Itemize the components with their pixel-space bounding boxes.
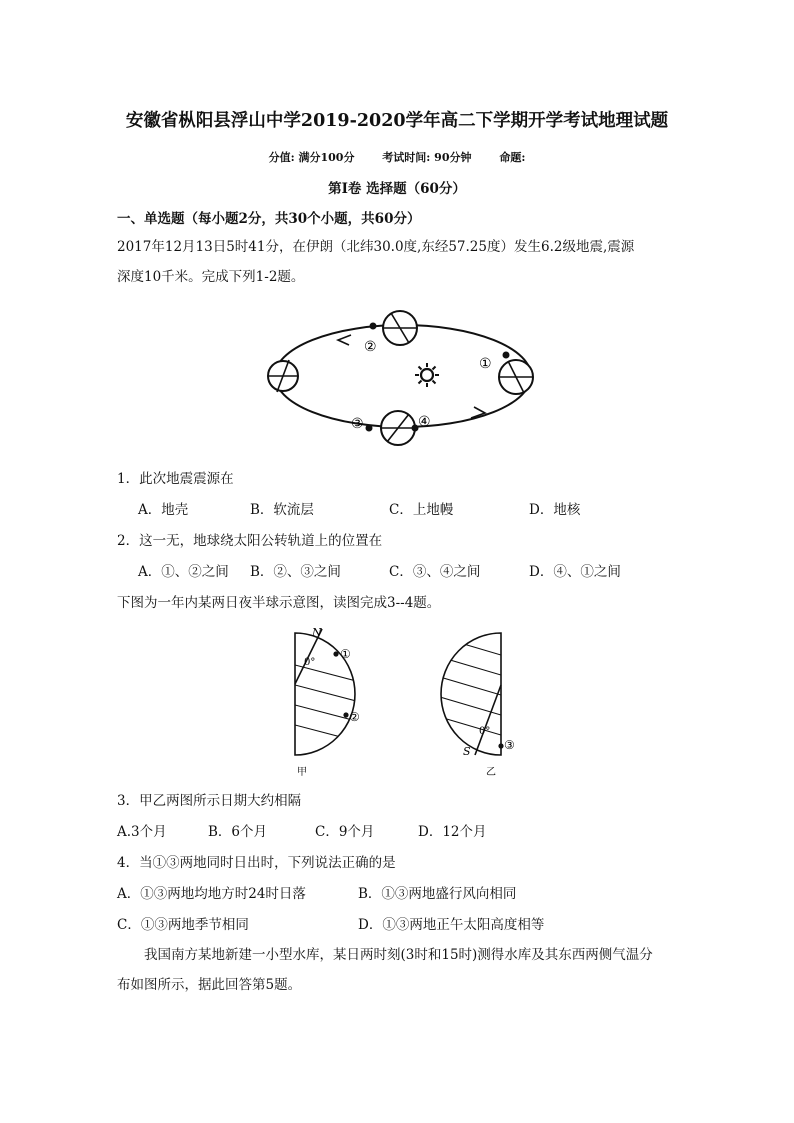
question-1-stem: 1．此次地震震源在 [117, 471, 234, 487]
intro-paragraph-1 [117, 232, 634, 292]
question-3-option-c: C．9个月 [315, 824, 375, 840]
orbit-label-1: ① [479, 356, 492, 372]
intro-1-line-1: 2017年12月13日5时41分，在伊朗（北纬30.0度,东经57.25度）发生6.2级地震,震源 [117, 239, 635, 255]
jia-point-1 [333, 651, 338, 656]
question-1-option-b: B．软流层 [250, 502, 314, 518]
intro-paragraph-2: 下图为一年内某两日夜半球示意图，读图完成3--4题。 [117, 595, 441, 611]
hemisphere-diagrams [280, 625, 520, 783]
page-title: 安徽省枞阳县浮山中学2019-2020学年高二下学期开学考试地理试题 [125, 111, 669, 131]
position-dot-2 [370, 323, 377, 330]
score-info: 分值: 满分100分 [268, 151, 355, 164]
part-heading: 第Ⅰ卷 选择题（60分） [328, 181, 466, 197]
earth-bottom [381, 411, 415, 445]
jia-point-2 [343, 712, 348, 717]
intro-3-line-1: 我国南方某地新建一小型水库，某日两时刻(3时和15时)测得水库及其东西两侧气温分 [144, 947, 653, 963]
question-2-option-d: D．④、①之间 [529, 564, 621, 580]
question-4-option-b: B．①③两地盛行风向相同 [358, 886, 517, 902]
orbit-label-3: ③ [351, 416, 364, 432]
orbit-arrow-top [338, 335, 351, 345]
exam-meta [0, 149, 794, 165]
intro-paragraph-3 [117, 940, 653, 1000]
question-2-option-c: C．③、④之间 [389, 564, 481, 580]
jia-label-1: ① [340, 647, 351, 661]
sun-icon [415, 363, 439, 387]
yi-point-3 [498, 743, 503, 748]
question-1-option-c: C．上地幔 [389, 502, 454, 518]
position-dot-3 [366, 425, 373, 432]
question-1-option-d: D．地核 [529, 502, 581, 518]
intro-3-line-2: 布如图所示，据此回答第5题。 [117, 977, 302, 993]
orbit-label-4: ④ [418, 414, 431, 430]
question-4-option-d: D．①③两地正午太阳高度相等 [358, 917, 545, 933]
question-2-option-b: B．②、③之间 [250, 564, 341, 580]
section-heading: 一、单选题（每小题2分，共30个小题，共60分） [117, 211, 421, 227]
question-4-option-a: A．①③两地均地方时24时日落 [117, 886, 306, 902]
yi-label-3: ③ [504, 738, 515, 752]
time-info: 考试时间: 90分钟 [382, 151, 472, 164]
yi-outline [441, 633, 501, 755]
author-info: 命题: [499, 151, 526, 164]
jia-degree-label: 0° [304, 657, 316, 668]
yi-caption: 乙 [486, 767, 496, 778]
question-2-option-a: A．①、②之间 [138, 564, 229, 580]
orbit-label-2: ② [364, 339, 377, 355]
orbit-diagram [255, 300, 555, 452]
question-4-option-c: C．①③两地季节相同 [117, 917, 249, 933]
jia-north-label: N [312, 626, 322, 639]
hemisphere-jia [295, 626, 360, 778]
yi-degree-label: 0° [479, 726, 491, 737]
hemisphere-yi [440, 633, 515, 778]
yi-south-label: S [463, 745, 471, 758]
question-3-option-a: A.3个月 [117, 824, 167, 840]
question-1-option-a: A．地壳 [138, 502, 189, 518]
earth-top [383, 311, 417, 345]
question-3-stem: 3．甲乙两图所示日期大约相隔 [117, 793, 302, 809]
question-3-option-b: B．6个月 [208, 824, 268, 840]
question-3-option-d: D．12个月 [418, 824, 487, 840]
question-2-stem: 2．这一无，地球绕太阳公转轨道上的位置在 [117, 533, 383, 549]
jia-label-2: ② [349, 710, 360, 724]
intro-1-line-2: 深度10千米。完成下列1-2题。 [117, 269, 305, 285]
jia-caption: 甲 [297, 767, 307, 778]
question-4-stem: 4．当①③两地同时日出时，下列说法正确的是 [117, 855, 396, 871]
earth-right [499, 360, 533, 394]
position-dot-1 [503, 352, 510, 359]
earth-left [268, 360, 298, 392]
